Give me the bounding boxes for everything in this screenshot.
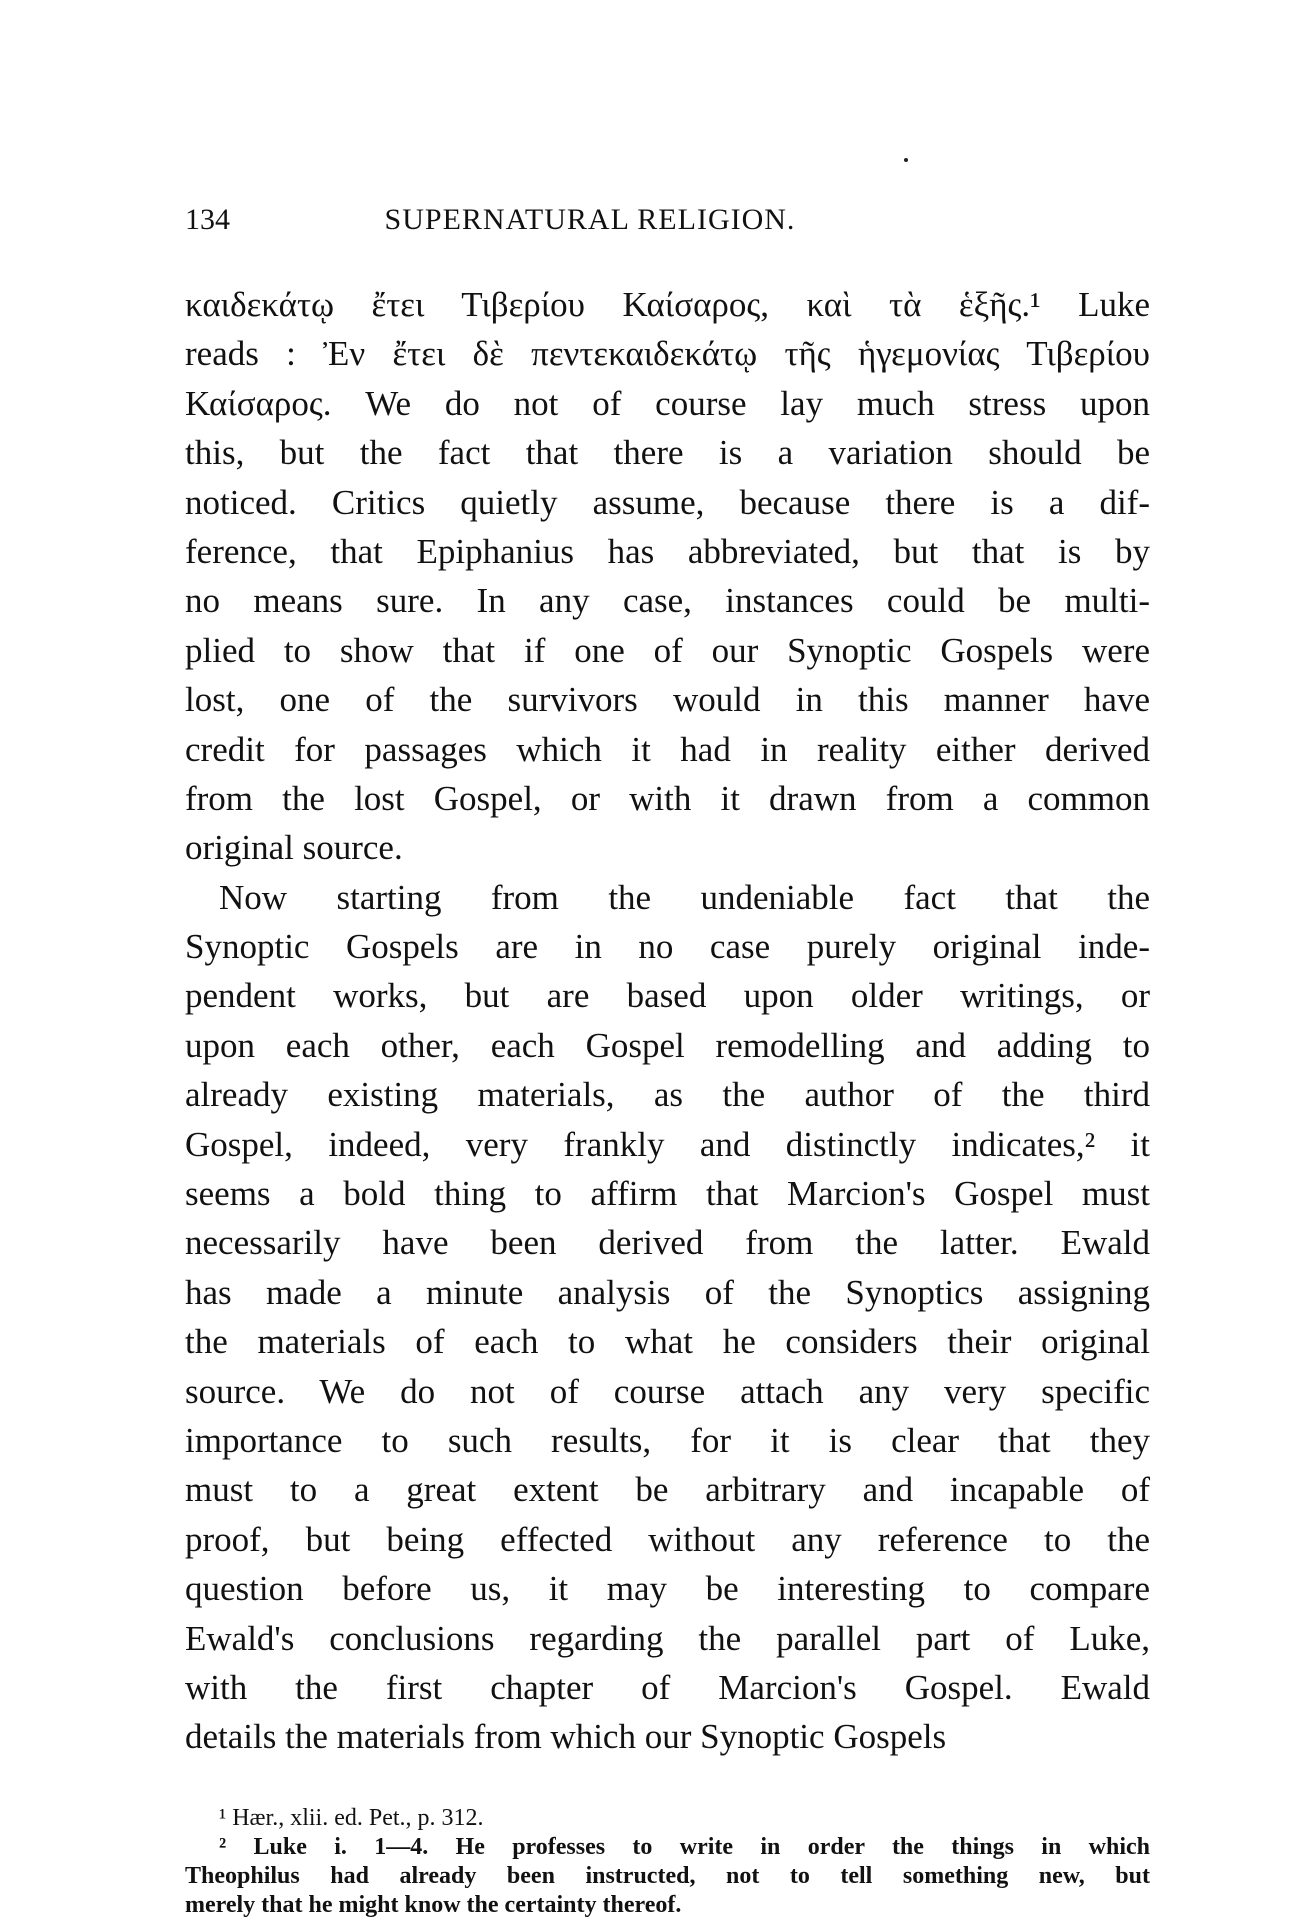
body-line: seems a bold thing to affirm that Marcion's Gospel must	[185, 1174, 1150, 1214]
body-line: Καίσαρος. We do not of course lay much stress upon	[185, 383, 1150, 423]
page-number: 134	[185, 203, 230, 236]
body-line: details the materials from which our Synoptic Gospels	[185, 1717, 947, 1757]
running-head: SUPERNATURAL RELIGION.	[384, 203, 796, 236]
body-line: noticed. Critics quietly assume, because there is a dif-	[185, 482, 1150, 522]
body-line: Ewald's conclusions regarding the parallel part of Luke,	[185, 1618, 1150, 1658]
body-line: question before us, it may be interesting to compare	[185, 1569, 1150, 1609]
body-line: necessarily have been derived from the latter. Ewald	[185, 1223, 1150, 1263]
body-line: from the lost Gospel, or with it drawn from a common	[185, 778, 1150, 818]
print-speck	[904, 158, 908, 162]
footnote-line: ² Luke i. 1—4. He professes to write in order the things in which	[219, 1834, 1150, 1860]
body-line: already existing materials, as the author of the third	[185, 1075, 1150, 1115]
body-line: with the first chapter of Marcion's Gospel. Ewald	[185, 1667, 1150, 1707]
body-line: pendent works, but are based upon older writings, or	[185, 976, 1150, 1016]
footnote-line: merely that he might know the certainty thereof.	[185, 1892, 682, 1918]
body-line: lost, one of the survivors would in this manner have	[185, 680, 1150, 720]
body-line: ference, that Epiphanius has abbreviated, but that is by	[185, 531, 1150, 571]
page-header	[185, 203, 1150, 243]
body-line: no means sure. In any case, instances could be multi-	[185, 581, 1150, 621]
footnotes	[185, 1804, 1150, 1920]
body-line: original source.	[185, 828, 403, 868]
footnote-line: ¹ Hær., xlii. ed. Pet., p. 312.	[219, 1805, 484, 1831]
footnote-line: Theophilus had already been instructed, not to tell something new, but	[185, 1863, 1150, 1889]
body-line: καιδεκάτῳ ἔτει Τιβερίου Καίσαρος, καὶ τὰ ἑξῆς.¹ Luke	[185, 285, 1150, 324]
body-line: must to a great extent be arbitrary and incapable of	[185, 1470, 1150, 1510]
body-line: Now starting from the undeniable fact that the	[219, 877, 1150, 917]
body-line: credit for passages which it had in reality either derived	[185, 729, 1150, 769]
body-text	[185, 280, 1150, 1762]
body-line: Synoptic Gospels are in no case purely original inde-	[185, 927, 1150, 967]
body-line: has made a minute analysis of the Synoptics assigning	[185, 1272, 1150, 1312]
body-line: this, but the fact that there is a variation should be	[185, 433, 1150, 473]
body-line: the materials of each to what he considers their original	[185, 1322, 1150, 1362]
body-line: upon each other, each Gospel remodelling and adding to	[185, 1025, 1150, 1065]
body-line: reads : Ἐν ἔτει δὲ πεντεκαιδεκάτῳ τῆς ἡγεμονίας Τιβερίου	[185, 334, 1150, 374]
body-line: importance to such results, for it is clear that they	[185, 1420, 1150, 1460]
body-line: proof, but being effected without any reference to the	[185, 1519, 1150, 1559]
body-line: source. We do not of course attach any very specific	[185, 1371, 1150, 1411]
body-line: Gospel, indeed, very frankly and distinctly indicates,² it	[185, 1124, 1150, 1164]
body-line: plied to show that if one of our Synoptic Gospels were	[185, 630, 1150, 670]
